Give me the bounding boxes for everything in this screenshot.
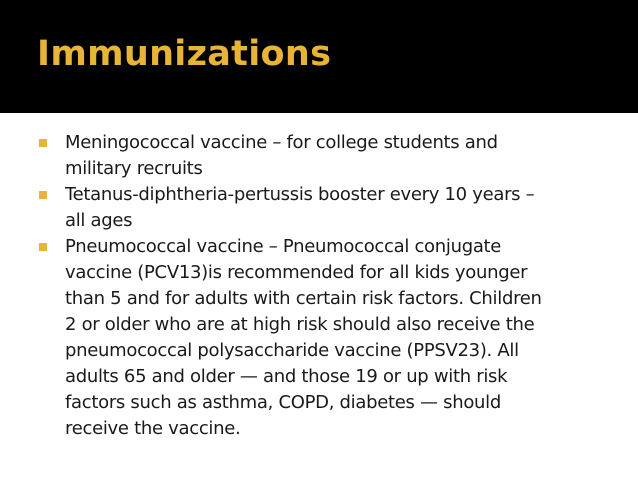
bullet-text-line: adults 65 and older — and those 19 or up with risk	[65, 366, 508, 387]
bullet-text-line: Pneumococcal vaccine – Pneumococcal conjugate	[65, 236, 502, 257]
square-bullet-icon	[39, 139, 47, 147]
bullet-text-line: than 5 and for adults with certain risk factors. Children	[65, 288, 542, 309]
bullet-text-line: factors such as asthma, COPD, diabetes — should	[65, 392, 501, 413]
title-bar	[0, 0, 638, 113]
slide-title: Immunizations	[37, 34, 332, 74]
bullet-list	[37, 130, 597, 442]
bullet-item-pneumococcal	[37, 234, 597, 442]
bullet-text-line: vaccine (PCV13)is recommended for all kids younger	[65, 262, 528, 283]
bullet-text-line: military recruits	[65, 158, 203, 179]
bullet-text-line: Meningococcal vaccine – for college students and	[65, 132, 498, 153]
bullet-text-line: 2 or older who are at high risk should also receive the	[65, 314, 535, 335]
bullet-text-line: Tetanus-diphtheria-pertussis booster every 10 years –	[65, 184, 535, 205]
bullet-item-tetanus	[37, 182, 597, 234]
square-bullet-icon	[39, 243, 47, 251]
bullet-text-line: pneumococcal polysaccharide vaccine (PPSV23). All	[65, 340, 519, 361]
bullet-text-line: receive the vaccine.	[65, 418, 241, 439]
bullet-text-line: all ages	[65, 210, 133, 231]
bullet-item-meningococcal	[37, 130, 597, 182]
square-bullet-icon	[39, 191, 47, 199]
